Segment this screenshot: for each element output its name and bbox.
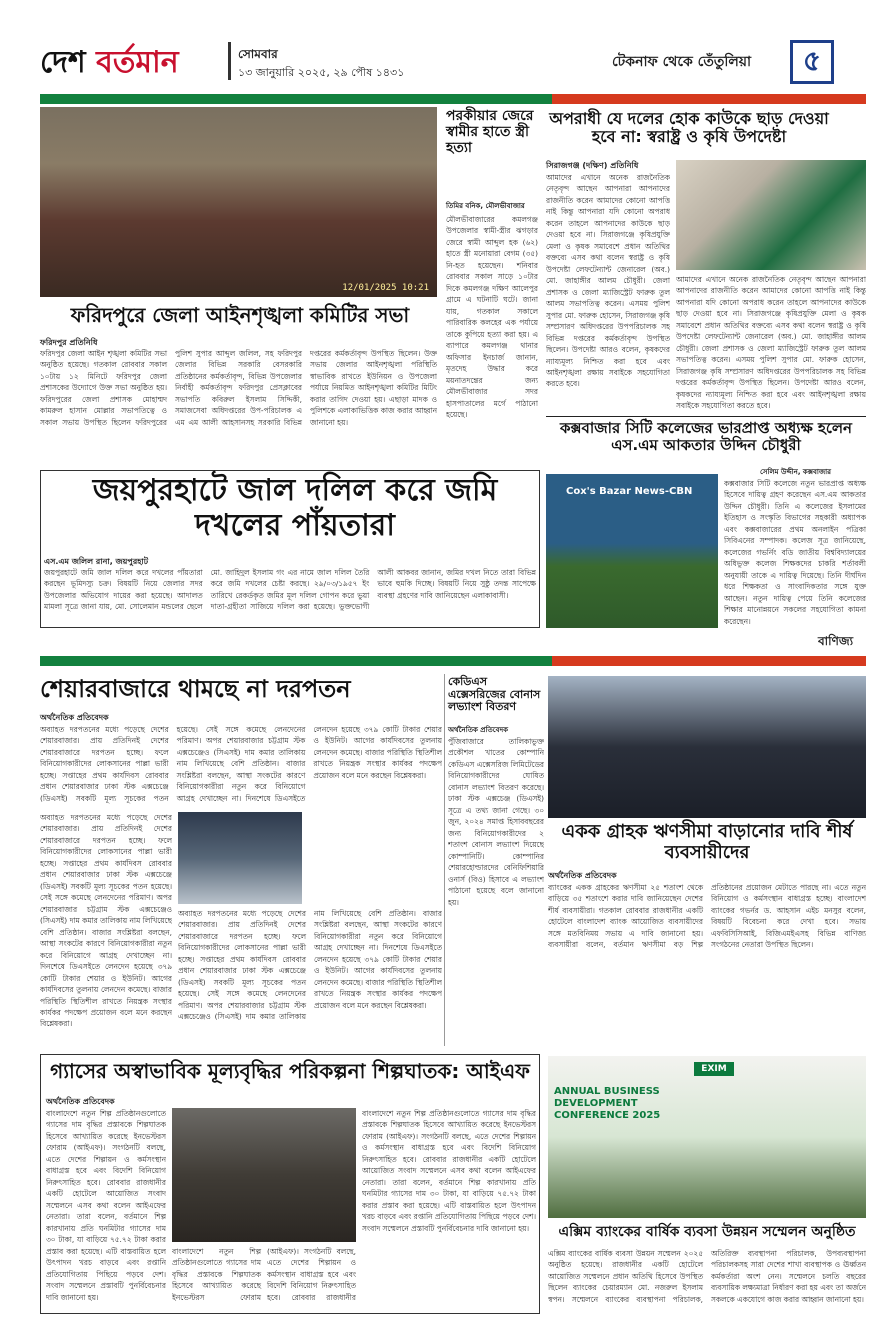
exim-banner-title: ANNUAL BUSINESS DEVELOPMENT CONFERENCE 2025 <box>554 1086 661 1121</box>
gas-body-right: বাংলাদেশে নতুন শিল্প প্রতিষ্ঠানগুলোতে গ্যাসের দাম বৃদ্ধির প্রস্তাবকে শিল্পঘাতক হিসেবে আখ্যায়িত করেছে ইনভেস্টরস ফোরাম (আইএফ)। সংগঠনটি বলছে, এতে দেশের শিল্পায়ন ও কর্মসংস্থান বাধাগ্রস্ত হবে এবং বিদেশি বিনিয়োগ নিরুৎসাহিত হবে। রোববার রাজধানীর একটি হোটেলে আয়োজিত সংবাদ সম্মেলনে এসব কথা বলেন আইএফের নেতারা। তারা বলেন, বর্তমানে শিল্প কারখানায় প্রতি ঘনমিটার গ্যাসের দাম ৩০ টাকা, যা বাড়িয়ে ৭৫.৭২ টাকা করার প্রস্তাব করা হয়েছে। এটি বাস্তবায়িত হলে উৎপাদন খরচ বাড়বে এবং রপ্তানি প্রতিযোগিতায় পিছিয়ে পড়বে দেশ। সংবাদ সম্মেলনে প্রস্তাবটি পুনর্বিবেচনার দাবি জানানো হয়। <box>362 1109 536 1233</box>
adviser-body-left: আমাদের এখানে অনেক রাজনৈতিক নেতৃবৃন্দ আছেন আপনারা আপনাদের রাজনীতি করেন আমাদের কোনো আপত্তি নাই কিন্তু আপনারা যদি কোনো অপরাধ করেন তাহলে আপনাদের কাউকে ছাড় দেওয়া হবে না। সিরাজগঞ্জে কৃষিপ্রযুক্তি মেলা ও কৃষক সমাবেশে প্রধান অতিথির বক্তব্যে এসব কথা বলেন স্বরাষ্ট্র ও কৃষি উপদেষ্টা লেফটেন্যান্ট জেনারেল (অব.) মো. জাহাঙ্গীর আলম চৌধুরী। জেলা প্রশাসক ও জেলা ম্যাজিস্ট্রেট ফারুক তুল আলম সভাপতিত্ব করেন। এসময় পুলিশ সুপার মো. ফারুক হোসেন, সিরাজগঞ্জ কৃষি সম্প্রসারণ অধিদপ্তরের উপপরিচালক সহ বিভিন্ন দপ্তরের কর্মকর্তাবৃন্দ উপস্থিত ছিলেন। উপদেষ্টা আরও বলেন, কৃষকদের ন্যায্যমূল্য নিশ্চিত করা হবে এবং আইনশৃঙ্খলা রক্ষায় সবাইকে সহযোগিতা করতে হবে। <box>546 173 670 389</box>
gas-body-bottom: বাংলাদেশে নতুন শিল্প প্রতিষ্ঠানগুলোতে গ্যাসের দাম বৃদ্ধির প্রস্তাবকে শিল্পঘাতক হিসেবে আখ্যায়িত করেছে ইনভেস্টরস ফোরাম (আইএফ)। সংগঠনটি বলছে, এতে দেশের শিল্পায়ন ও কর্মসংস্থান বাধাগ্রস্ত হবে এবং বিদেশি বিনিয়োগ নিরুৎসাহিত হবে। রোববার রাজধানীর <box>172 1247 356 1302</box>
newspaper-logo: দেশ বর্তমান <box>40 45 179 80</box>
column-divider <box>444 674 445 1046</box>
gas-conference-photo <box>172 1108 356 1242</box>
masthead-stripe <box>40 94 866 104</box>
section-label-commerce: বাণিজ্য <box>818 634 854 648</box>
faridpur-meeting-photo <box>40 107 437 297</box>
loan-headline: একক গ্রাহক ঋণসীমা বাড়ানোর দাবি শীর্ষ ব্যবসায়ীদের <box>561 821 853 863</box>
kds-headline: কেডিএস এক্সেসরিজের বোনাস লভ্যাংশ বিতরণ <box>448 675 541 714</box>
exim-body: এক্সিম ব্যাংকের বার্ষিক ব্যবসা উন্নয়ন সম্মেলন ২০২৫ অনুষ্ঠিত হয়েছে। রাজধানীর একটি হোটেলে আয়োজিত সম্মেলনে প্রধান অতিথি হিসেবে উপস্থিত ছিলেন ব্যাংকের চেয়ারম্যান মো. নজরুল ইসলাম স্বপন। সম্মেলনে ব্যাংকের ব্যবস্থাপনা পরিচালক, অতিরিক্ত ব্যবস্থাপনা পরিচালক, উপব্যবস্থাপনা পরিচালকসহ সারা দেশের শাখা ব্যবস্থাপক ও ঊর্ধ্বতন কর্মকর্তারা অংশ নেন। সম্মেলনে চলতি বছরের ব্যবসায়িক লক্ষ্যমাত্রা নির্ধারণ করা হয় এবং তা অর্জনে সকলকে একযোগে কাজ করার আহ্বান জানানো হয়। <box>548 1249 866 1304</box>
coxsbazar-body: কক্সবাজার সিটি কলেজে নতুন ভারপ্রাপ্ত অধ্যক্ষ হিসেবে দায়িত্ব গ্রহণ করেছেন এস.এম আকতার উদ্দিন চৌধুরী। তিনি এ কলেজের ইসলামের ইতিহাস ও সংস্কৃতি বিভাগের সহকারী অধ্যাপক এবং কক্সবাজারের প্রথম অনলাইন পত্রিকা সিবিএনের সম্পাদক। কলেজ সূত্র জানিয়েছে, কলেজের গভর্নিং বডি জাতীয় বিশ্ববিদ্যালয়ের অধিভুক্ত কলেজ শিক্ষকদের চাকরি শর্তাবলী অনুযায়ী তাকে এ দায়িত্ব দিয়েছে। তিনি দীর্ঘদিন ধরে শিক্ষকতা ও সাংবাদিকতার সঙ্গে যুক্ত আছেন। নতুন দায়িত্ব পেয়ে তিনি কলেজের শিক্ষার মানোন্নয়নে সকলের সহযোগিতা কামনা করেছেন। <box>724 479 866 626</box>
coxsbazar-byline: সেলিম উদ্দীন, কক্সবাজার <box>760 468 832 476</box>
sharebazar-investor-photo <box>178 812 302 904</box>
loan-body: ব্যাংকের একক গ্রাহকের ঋণসীমা ২৫ শতাংশ থেকে বাড়িয়ে ৩৫ শতাংশে করার দাবি জানিয়েছেন দেশের শীর্ষ ব্যবসায়ীরা। গতকাল রোববার রাজধানীর একটি হোটেলে বাংলাদেশ ব্যাংক আয়োজিত ব্যবসায়ীদের সঙ্গে মতবিনিময় সভায় এ দাবি জানানো হয়। ব্যবসায়ীরা বলেন, বর্তমান ঋণসীমা বড় শিল্প প্রতিষ্ঠানের প্রয়োজন মেটাতে পারছে না। এতে নতুন বিনিয়োগ ও কর্মসংস্থান বাধাগ্রস্ত হচ্ছে। বাংলাদেশ ব্যাংকের গভর্নর ড. আহসান এইচ মনসুর বলেন, বিষয়টি বিবেচনা করে দেখা হবে। সভায় এফবিসিসিআই, বিজিএমইএসহ বিভিন্ন বাণিজ্য সংগঠনের নেতারা উপস্থিত ছিলেন। <box>548 883 866 950</box>
sharebazar-body-left: অব্যাহত দরপতনের মধ্যে পড়েছে দেশের শেয়ারবাজার। প্রায় প্রতিদিনই দেশের শেয়ারবাজারে দরপতন হচ্ছে। ফলে বিনিয়োগকারীদের লোকসানের পাল্লা ভারী হচ্ছে। সপ্তাহের প্রথম কার্যদিবস রোববার প্রধান শেয়ারবাজার ঢাকা স্টক এক্সচেঞ্জে (ডিএসই) সবকটি মূল্য সূচকের পতন হয়েছে। সেই সঙ্গে কমেছে লেনদেনের পরিমাণ। অপর শেয়ারবাজার চট্টগ্রাম স্টক এক্সচেঞ্জেও (সিএসই) দাম কমার তালিকায় নাম লিখিয়েছে বেশি প্রতিষ্ঠান। বাজার সংশ্লিষ্টরা বলছেন, আস্থা সংকটের কারণে বিনিয়োগকারীরা নতুন করে বিনিয়োগে আগ্রহ দেখাচ্ছেন না। দিনশেষে ডিএসইতে লেনদেন হয়েছে ৩৭৯ কোটি টাকার শেয়ার ও ইউনিট। আগের কার্যদিবসের তুলনায় লেনদেন কমেছে। বাজার পরিস্থিতি স্থিতিশীল রাখতে নিয়ন্ত্রক সংস্থার কার্যকর পদক্ষেপ প্রয়োজন বলে মনে করছেন বিশ্লেষকরা। <box>40 813 172 1029</box>
section-rule <box>546 416 866 417</box>
faridpur-headline: ফরিদপুরে জেলা আইনশৃঙ্খলা কমিটির সভা <box>70 303 410 327</box>
sharebazar-byline: অর্থনৈতিক প্রতিবেদক <box>40 713 109 722</box>
gas-body-left: বাংলাদেশে নতুন শিল্প প্রতিষ্ঠানগুলোতে গ্যাসের দাম বৃদ্ধির প্রস্তাবকে শিল্পঘাতক হিসেবে আখ্যায়িত করেছে ইনভেস্টরস ফোরাম (আইএফ)। সংগঠনটি বলছে, এতে দেশের শিল্পায়ন ও কর্মসংস্থান বাধাগ্রস্ত হবে এবং বিদেশি বিনিয়োগ নিরুৎসাহিত হবে। রোববার রাজধানীর একটি হোটেলে আয়োজিত সংবাদ সম্মেলনে এসব কথা বলেন আইএফের নেতারা। তারা বলেন, বর্তমানে শিল্প কারখানায় প্রতি ঘনমিটার গ্যাসের দাম ৩০ টাকা, যা বাড়িয়ে ৭৫.৭২ টাকা করার প্রস্তাব করা হয়েছে। এটি বাস্তবায়িত হলে উৎপাদন খরচ বাড়বে এবং রপ্তানি প্রতিযোগিতায় পিছিয়ে পড়বে দেশ। সংবাদ সম্মেলনে প্রস্তাবটি পুনর্বিবেচনার দাবি জানানো হয়। <box>46 1109 166 1302</box>
adviser-event-photo <box>676 160 866 270</box>
joypurhat-headline: জয়পুরহাটে জাল দলিল করে জমি দখলের পাঁয়তারা <box>92 473 498 543</box>
gas-byline: অর্থনৈতিক প্রতিবেদক <box>46 1097 115 1106</box>
gas-headline: গ্যাসের অস্বাভাবিক মূল্যবৃদ্ধির পরিকল্পনা শিল্পঘাতক: আইএফ <box>50 1059 530 1083</box>
masthead <box>0 0 870 92</box>
exim-conference-photo <box>548 1056 866 1218</box>
exim-headline: এক্সিম ব্যাংকের বার্ষিক ব্যবসা উন্নয়ন সম্মেলন অনুষ্ঠিত <box>558 1224 856 1240</box>
moulvibazar-headline: পরকীয়ার জেরে স্বামীর হাতে স্ত্রী হত্যা <box>446 108 534 157</box>
commerce-stripe <box>40 656 866 666</box>
page-number: ৫ <box>790 40 834 84</box>
adviser-headline: অপরাধী যে দলের হোক কাউকে ছাড় দেওয়া হবে না: স্বরাষ্ট্র ও কৃষি উপদেষ্টা <box>549 109 829 147</box>
sharebazar-body-top: অব্যাহত দরপতনের মধ্যে পড়েছে দেশের শেয়ারবাজার। প্রায় প্রতিদিনই দেশের শেয়ারবাজারে দরপতন হচ্ছে। ফলে বিনিয়োগকারীদের লোকসানের পাল্লা ভারী হচ্ছে। সপ্তাহের প্রথম কার্যদিবস রোববার প্রধান শেয়ারবাজার ঢাকা স্টক এক্সচেঞ্জে (ডিএসই) সবকটি মূল্য সূচকের পতন হয়েছে। সেই সঙ্গে কমেছে লেনদেনের পরিমাণ। অপর শেয়ারবাজার চট্টগ্রাম স্টক এক্সচেঞ্জেও (সিএসই) দাম কমার তালিকায় নাম লিখিয়েছে বেশি প্রতিষ্ঠান। বাজার সংশ্লিষ্টরা বলছেন, আস্থা সংকটের কারণে বিনিয়োগকারীরা নতুন করে বিনিয়োগে আগ্রহ দেখাচ্ছেন না। দিনশেষে ডিএসইতে লেনদেন হয়েছে ৩৭৯ কোটি টাকার শেয়ার ও ইউনিট। আগের কার্যদিবসের তুলনায় লেনদেন কমেছে। বাজার পরিস্থিতি স্থিতিশীল রাখতে নিয়ন্ত্রক সংস্থার কার্যকর পদক্ষেপ প্রয়োজন বলে মনে করছেন বিশ্লেষকরা। <box>40 725 442 803</box>
moulvibazar-byline: তিমির বনিক, মৌলভীবাজার <box>446 202 525 210</box>
loan-press-photo <box>548 676 866 818</box>
sharebazar-headline: শেয়ারবাজারে থামছে না দরপতন <box>40 675 351 703</box>
kds-byline: অর্থনৈতিক প্রতিবেদক <box>448 726 509 734</box>
joypurhat-byline: এস.এম জলিল রানা, জয়পুরহাট <box>44 557 149 566</box>
photo-sign: Cox's Bazar News-CBN <box>566 486 693 497</box>
joypurhat-body: জয়পুরহাটে জমি জাল দলিল করে দখলের পাঁয়তারা করছেন ভূমিদস্যু চক্র। বিষয়টি নিয়ে জেলার সদর উপজেলার অভিযোগ দায়ের করা হয়েছে। আদালত মামলা সূত্রে জানা যায়, মো. সোলেমান মন্ডলের ছেলে মো. জাহিদুল ইসলাম গং এর নামে জাল দলিল তৈরি করে জমি দখলের চেষ্টা করছে। ২৯/০৩/১৯৫৭ ইং তারিখে রেকর্ডকৃত জমির মূল দলিল গোপন করে ভুয়া দাতা-গ্রহীতা সাজিয়ে দলিল করা হয়েছে। ভুক্তভোগী আলী আকবর জানান, জমির দখল নিতে তারা বিভিন্ন ভাবে হুমকি দিচ্ছে। বিষয়টি নিয়ে সুষ্ঠু তদন্ত সাপেক্ষে ব্যবস্থা গ্রহণের দাবি জানিয়েছেন এলাকাবাসী। <box>44 568 536 612</box>
kds-body: পুঁজিবাজারে তালিকাভুক্ত প্রকৌশল খাতের কোম্পানি কেডিএস এক্সেসরিজ লিমিটেডের বিনিয়োগকারীদের ঘোষিত বোনাস লভ্যাংশ বিতরণ করেছে। ঢাকা স্টক এক্সচেঞ্জ (ডিএসই) সূত্রে এ তথ্য জানা গেছে। ৩০ জুন, ২০২৪ সমাপ্ত হিসাববছরের জন্য বিনিয়োগকারীদের ২ শতাংশ বোনাস লভ্যাংশ দিয়েছে কোম্পানিটি। কোম্পানির শেয়ারহোল্ডারদের বেনিফিশিয়ারি ওনার্স (বিও) হিসাবে এ লভ্যাংশ পাঠানো হয়েছে বলে জানানো হয়। <box>448 737 544 907</box>
faridpur-body: ফরিদপুর জেলা আইন শৃঙ্খলা কমিটির সভা অনুষ্ঠিত হয়েছে। গতকাল রোববার সকাল ১০টায় ১২ মিনিটে ফরিদপুর জেলা প্রশাসকের উদ্যোগে উক্ত সভা অনুষ্ঠিত হয়। ফরিদপুরের জেলা প্রশাসক মোহাম্মদ কামরুল হাসান মোল্লার সভাপতিত্বে ও সকাল সভায় উপস্থিত ছিলেন ফরিদপুরের পুলিশ সুপার আব্দুল জলিল, সহ ফরিদপুর জেলার বিভিন্ন সরকারি বেসরকারি প্রতিষ্ঠানের কর্মকর্তাবৃন্দ, বিভিন্ন উপজেলার নির্বাহী কর্মকর্তাবৃন্দ ফরিদপুর প্রেসক্লাবের সভাপতি কবিরুল ইসলাম সিদ্দিকী, সমাজসেবা অধিদপ্তরের উপ-পরিচালক এ এম এম আলী আহসানসহ সরকারি বিভিন্ন দপ্তরের কর্মকর্তাবৃন্দ উপস্থিত ছিলেন। উক্ত সভায় জেলার আইনশৃঙ্খলা পরিস্থিতি স্বাভাবিক রাখতে ইউনিয়ন ও উপজেলা পর্যায়ে নিয়মিত আইনশৃঙ্খলা কমিটির মিটিং করার তাগিদ দেওয়া হয়। এছাড়া মাদক ও পুলিশকে এলাকাভিত্তিক কাজ করার আহ্বান জানানো হয়। <box>40 349 437 427</box>
issue-day: সোমবার <box>238 47 278 61</box>
photo-timestamp: 12/01/2025 10:21 <box>342 283 429 293</box>
faridpur-byline: ফরিদপুর প্রতিনিধি <box>40 338 98 347</box>
coxsbazar-portrait-photo <box>546 474 718 628</box>
coxsbazar-headline: কক্সবাজার সিটি কলেজের ভারপ্রাপ্ত অধ্যক্ষ হলেন এস.এম আকতার উদ্দিন চৌধুরী <box>560 419 852 455</box>
exim-logo: EXIM <box>694 1062 734 1076</box>
page-tagline: টেকনাফ থেকে তেঁতুলিয়া <box>612 54 752 70</box>
adviser-body-right: আমাদের এখানে অনেক রাজনৈতিক নেতৃবৃন্দ আছেন আপনারা আপনাদের রাজনীতি করেন আমাদের কোনো আপত্তি নাই কিন্তু আপনারা যদি কোনো অপরাধ করেন তাহলে আপনাদের কাউকে ছাড় দেওয়া হবে না। সিরাজগঞ্জে কৃষিপ্রযুক্তি মেলা ও কৃষক সমাবেশে প্রধান অতিথির বক্তব্যে এসব কথা বলেন স্বরাষ্ট্র ও কৃষি উপদেষ্টা লেফটেন্যান্ট জেনারেল (অব.) মো. জাহাঙ্গীর আলম চৌধুরী। জেলা প্রশাসক ও জেলা ম্যাজিস্ট্রেট ফারুক তুল আলম সভাপতিত্ব করেন। এসময় পুলিশ সুপার মো. ফারুক হোসেন, সিরাজগঞ্জ কৃষি সম্প্রসারণ অধিদপ্তরের উপপরিচালক সহ বিভিন্ন দপ্তরের কর্মকর্তাবৃন্দ উপস্থিত ছিলেন। উপদেষ্টা আরও বলেন, কৃষকদের ন্যায্যমূল্য নিশ্চিত করা হবে এবং আইনশৃঙ্খলা রক্ষায় সবাইকে সহযোগিতা করতে হবে। <box>676 275 866 411</box>
adviser-byline: সিরাজগঞ্জ (দক্ষিণ) প্রতিনিধি <box>546 161 639 170</box>
moulvibazar-body: মৌলভীবাজারের কমলগঞ্জ উপজেলার স্বামী-স্ত্রীর ঝগড়ার জেরে স্বামী আব্দুল হক (৬২) হাতে স্ত্রী মনোয়ারা বেগম (৩৫) নি-হত হয়েছেন। শনিবার রোববার সকাল সাড়ে ১০টার দিকে কমলগঞ্জ দক্ষিণ আলেপুর গ্রামে এ ঘটনাটি ঘটে। জানা যায়, গতকাল সকালে পারিবারিক কলহের এক পর্যায়ে তাকে কুপিয়ে হত্যা করা হয়। এ ব্যাপারে কমলগঞ্জ থানার অফিসার ইনচার্জ জানান, মৃতদেহ উদ্ধার করে ময়নাতদন্তের জন্য মৌলভীবাজার সদর হাসপাতালের মর্গে পাঠানো হয়েছে। <box>446 215 538 419</box>
masthead-divider <box>228 42 231 80</box>
issue-date: ১৩ জানুয়ারি ২০২৫, ২৯ পৌষ ১৪৩১ <box>238 66 405 79</box>
loan-byline: অর্থনৈতিক প্রতিবেদক <box>548 871 617 880</box>
sharebazar-body-right: অব্যাহত দরপতনের মধ্যে পড়েছে দেশের শেয়ারবাজার। প্রায় প্রতিদিনই দেশের শেয়ারবাজারে দরপতন হচ্ছে। ফলে বিনিয়োগকারীদের লোকসানের পাল্লা ভারী হচ্ছে। সপ্তাহের প্রথম কার্যদিবস রোববার প্রধান শেয়ারবাজার ঢাকা স্টক এক্সচেঞ্জে (ডিএসই) সবকটি মূল্য সূচকের পতন হয়েছে। সেই সঙ্গে কমেছে লেনদেনের পরিমাণ। অপর শেয়ারবাজার চট্টগ্রাম স্টক এক্সচেঞ্জেও (সিএসই) দাম কমার তালিকায় নাম লিখিয়েছে বেশি প্রতিষ্ঠান। বাজার সংশ্লিষ্টরা বলছেন, আস্থা সংকটের কারণে বিনিয়োগকারীরা নতুন করে বিনিয়োগে আগ্রহ দেখাচ্ছেন না। দিনশেষে ডিএসইতে লেনদেন হয়েছে ৩৭৯ কোটি টাকার শেয়ার ও ইউনিট। আগের কার্যদিবসের তুলনায় লেনদেন কমেছে। বাজার পরিস্থিতি স্থিতিশীল রাখতে নিয়ন্ত্রক সংস্থার কার্যকর পদক্ষেপ প্রয়োজন বলে মনে করছেন বিশ্লেষকরা। <box>178 909 442 1022</box>
